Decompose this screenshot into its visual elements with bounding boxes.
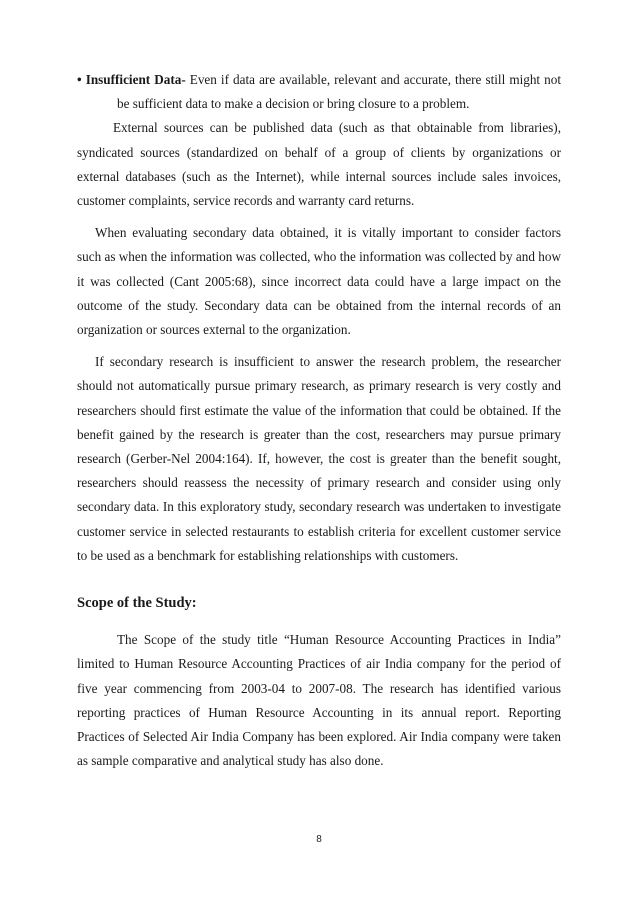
bullet-marker: • [77, 72, 82, 87]
spacer [77, 213, 561, 221]
page-number: 8 [316, 834, 322, 845]
bullet-heading: Insufficient Data- [85, 72, 186, 87]
bullet-text: Even if data are available, relevant and accurate, there still might not be sufficient data to make a decision or bring closure to a problem. [117, 72, 561, 112]
section-heading-scope: Scope of the Study: [77, 595, 197, 612]
paragraph-external-sources: External sources can be published data (such as that obtainable from libraries), syndicated sources (standardized on behalf of a group of clients by organizations or external databases (such as the Internet), while internal sources include sales invoices, customer complaints, service records and warranty card returns. [77, 120, 561, 209]
paragraph-evaluating-secondary-data: When evaluating secondary data obtained, it is vitally important to consider factors such as when the information was collected, who the information was collected by and how it was collected (Cant 2005:68), since incorrect data could have a large impact on the outcome of the study. Secondary data can be obtained from the internal records of an organization or sources external to the organization. [77, 225, 561, 338]
bullet-paragraph [77, 68, 561, 116]
page-body [77, 68, 561, 773]
paragraph-scope: The Scope of the study title “Human Resource Accounting Practices in India” limited to Human Resource Accounting Practices of air India company for the period of five year commencing from 2003-04 to 2007-08. The research has identified various reporting practices of Human Resource Accounting in its annual report. Reporting Practices of Selected Air India Company has been explored. Air India company were taken as sample comparative and analytical study has also done. [77, 632, 561, 769]
spacer [77, 342, 561, 350]
paragraph-secondary-research: If secondary research is insufficient to answer the research problem, the researcher should not automatically pursue primary research, as primary research is very costly and researchers should first estimate the value of the information that could be obtained. If the benefit gained by the research is greater than the cost, researchers may pursue primary research (Gerber-Nel 2004:164). If, however, the cost is greater than the benefit sought, researchers should reassess the necessity of primary research and consider using only secondary data. In this exploratory study, secondary research was undertaken to investigate customer service in selected restaurants to establish criteria for excellent customer service to be used as a benchmark for establishing relationships with customers. [77, 354, 561, 563]
